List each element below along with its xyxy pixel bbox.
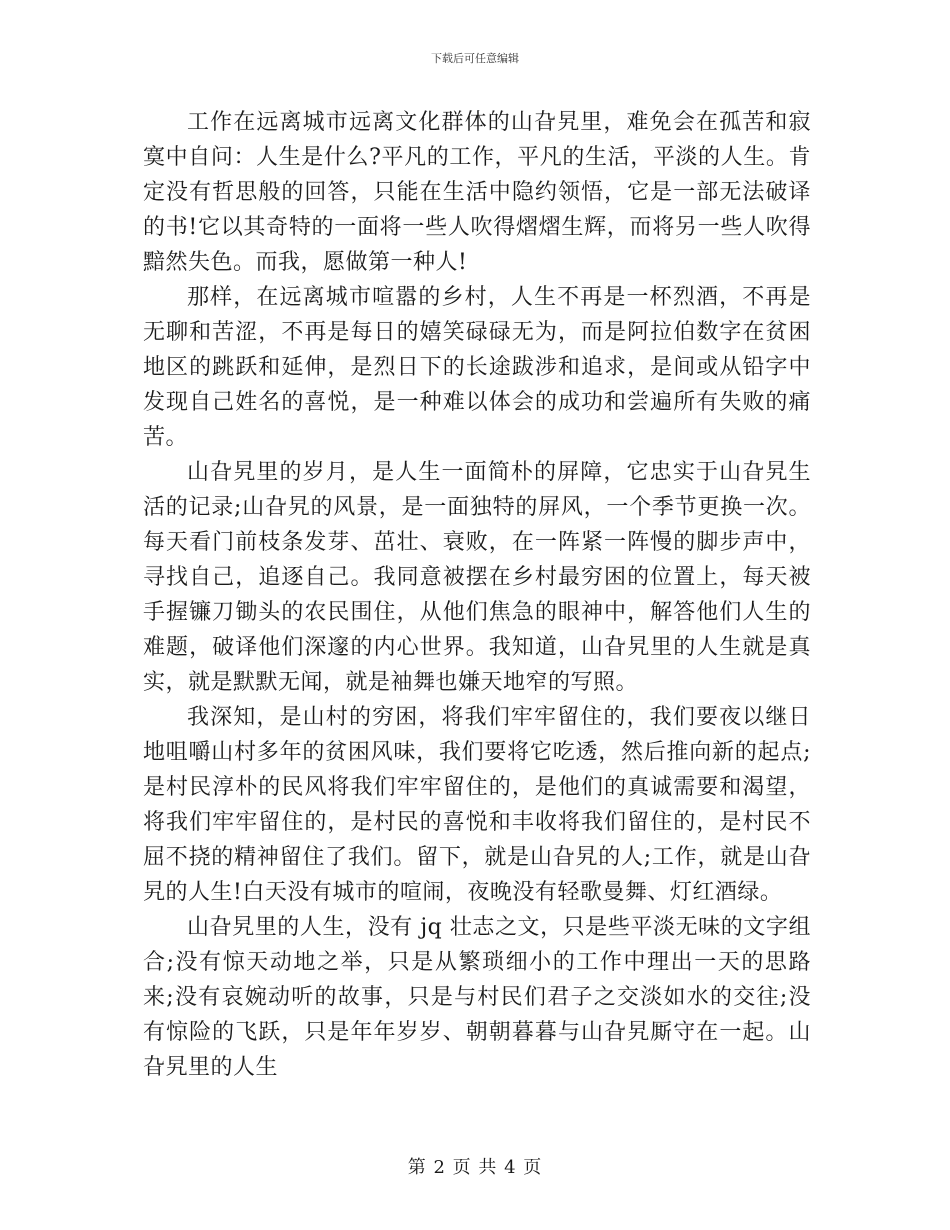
paragraph-1: 工作在远离城市远离文化群体的山旮旯里，难免会在孤苦和寂寞中自问：人生是什么?平凡的工作，平凡的生活，平淡的人生。肯定没有哲思般的回答，只能在生活中隐约领悟，它是一部无法破译的书!它以其奇特的一面将一些人吹得熠熠生辉，而将另一些人吹得黯然失色。而我，愿做第一种人! xyxy=(143,110,811,275)
paragraph-2: 那样，在远离城市喧嚣的乡村，人生不再是一杯烈酒，不再是无聊和苦涩，不再是每日的嬉笑碌碌无为，而是阿拉伯数字在贫困地区的跳跃和延伸，是烈日下的长途跋涉和追求，是间或从铅字中发现自己姓名的喜悦，是一种难以体会的成功和尝遍所有失败的痛苦。 xyxy=(143,285,811,450)
page-header: 下载后可任意编辑 xyxy=(431,52,519,65)
paragraph-5: 山旮旯里的人生，没有 jq 壮志之文，只是些平淡无味的文字组合;没有惊天动地之举，只是从繁琐细小的工作中理出一天的思路来;没有哀婉动听的故事，只是与村民们君子之交淡如水的交往;没有惊险的飞跃，只是年年岁岁、朝朝暮暮与山旮旯厮守在一起。山旮旯里的人生 xyxy=(143,915,811,1080)
paragraph-4: 我深知，是山村的穷困，将我们牢牢留住的，我们要夜以继日地咀嚼山村多年的贫困风味，我们要将它吃透，然后推向新的起点;是村民淳朴的民风将我们牢牢留住的，是他们的真诚需要和渴望，将我们牢牢留住的，是村民的喜悦和丰收将我们留住的，是村民不屈不挠的精神留住了我们。留下，就是山旮旯的人;工作，就是山旮旯的人生!白天没有城市的喧闹，夜晚没有轻歌曼舞、灯红酒绿。 xyxy=(143,705,811,905)
page-footer: 第 2 页 共 4 页 xyxy=(407,1157,543,1178)
document-body xyxy=(143,105,811,1085)
paragraph-3: 山旮旯里的岁月，是人生一面简朴的屏障，它忠实于山旮旯生活的记录;山旮旯的风景，是一面独特的屏风，一个季节更换一次。每天看门前枝条发芽、茁壮、衰败，在一阵紧一阵慢的脚步声中，寻找自己，追逐自己。我同意被摆在乡村最穷困的位置上，每天被手握镰刀锄头的农民围住，从他们焦急的眼神中，解答他们人生的难题，破译他们深邃的内心世界。我知道，山旮旯里的人生就是真实，就是默默无闻，就是袖舞也嫌天地窄的写照。 xyxy=(143,460,811,695)
